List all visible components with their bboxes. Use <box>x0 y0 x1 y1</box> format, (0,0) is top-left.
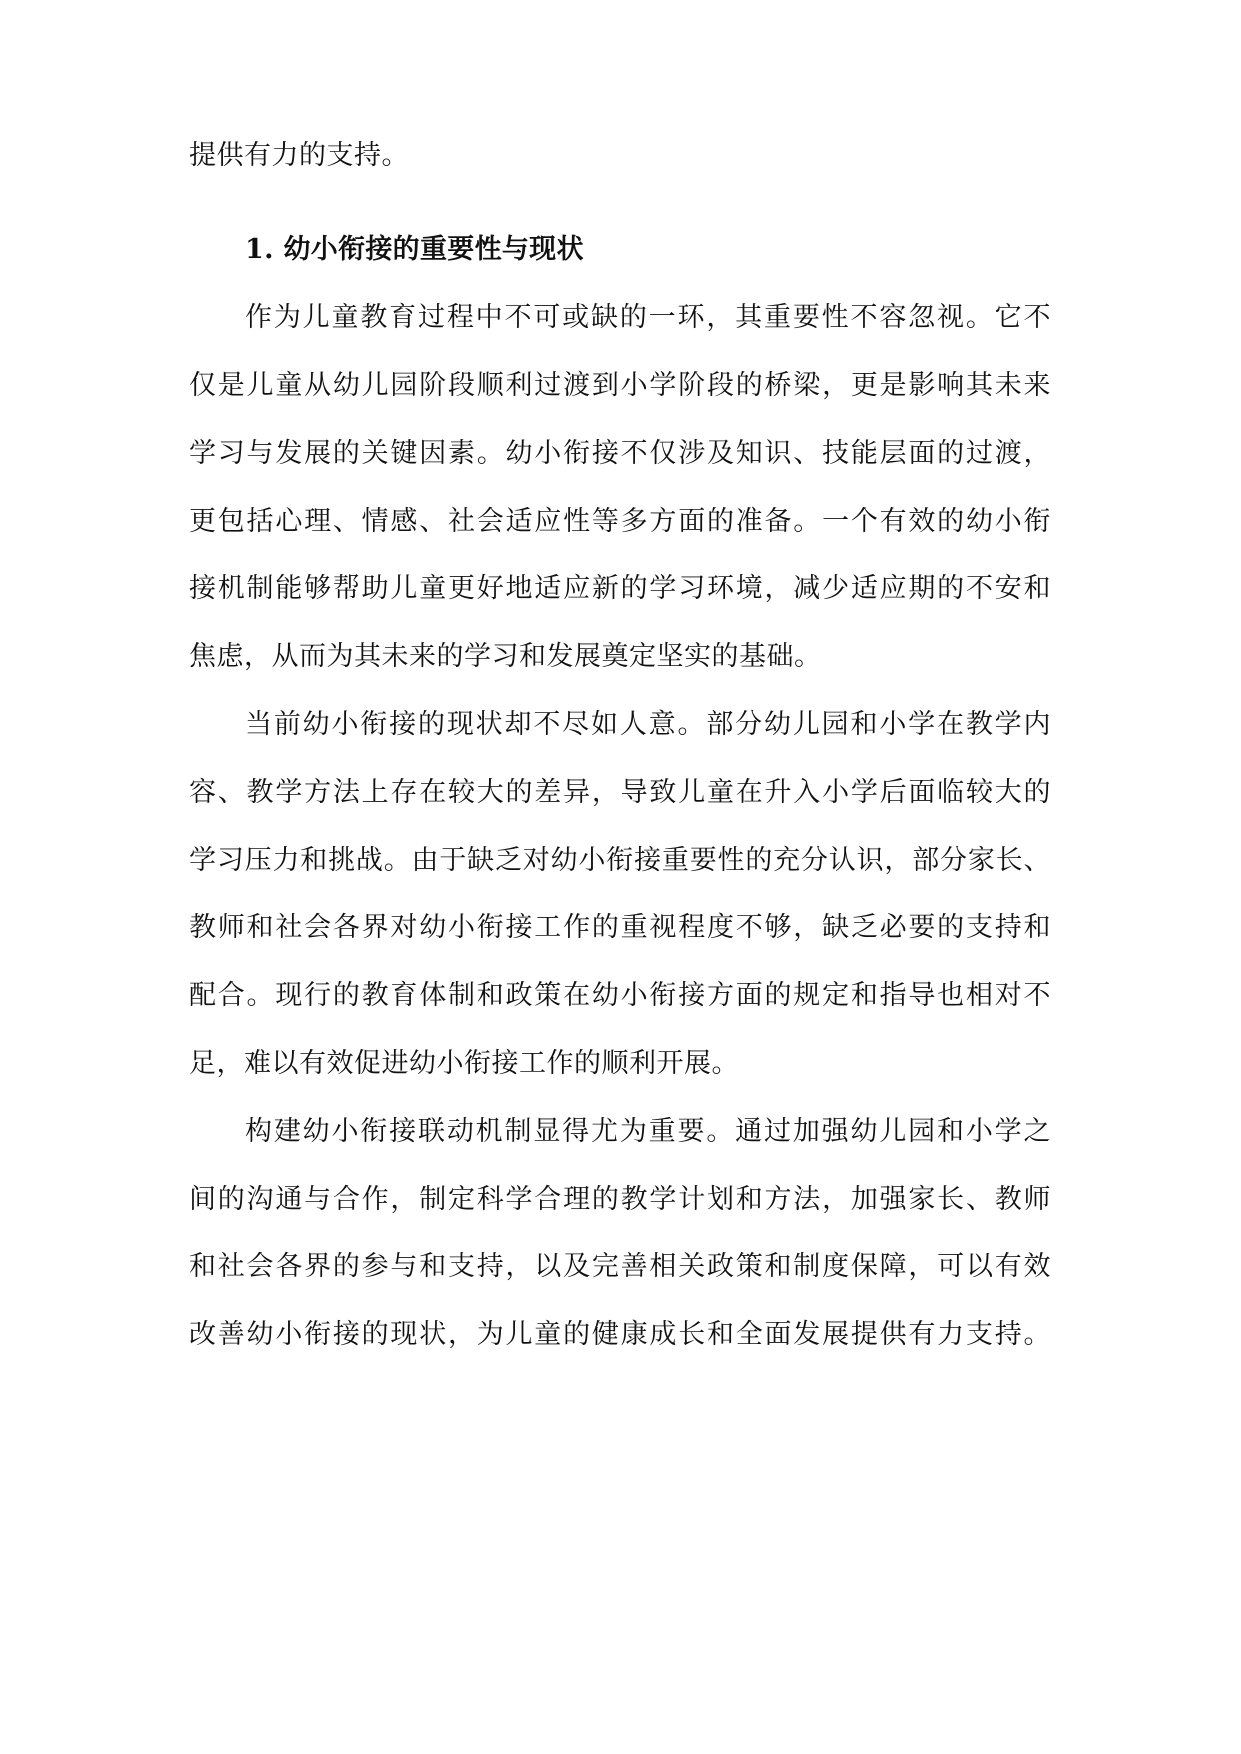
intro-line: 提供有力的支持。 <box>189 140 409 171</box>
paragraph-line: 足，难以有效促进幼小衔接工作的顺利开展。 <box>189 1048 739 1079</box>
paragraph-line: 间的沟通与合作，制定科学合理的教学计划和方法，加强家长、教师 <box>189 1184 1051 1215</box>
paragraph-line: 配合。现行的教育体制和政策在幼小衔接方面的规定和指导也相对不 <box>189 980 1051 1011</box>
paragraph-line: 焦虑，从而为其未来的学习和发展奠定坚实的基础。 <box>189 641 822 672</box>
paragraph-line: 当前幼小衔接的现状却不尽如人意。部分幼儿园和小学在教学内 <box>245 709 1051 740</box>
paragraph-line: 和社会各界的参与和支持，以及完善相关政策和制度保障，可以有效 <box>189 1251 1051 1282</box>
section-heading: 1. 幼小衔接的重要性与现状 <box>245 234 584 265</box>
paragraph-line: 仅是儿童从幼儿园阶段顺利过渡到小学阶段的桥梁，更是影响其未来 <box>189 370 1051 401</box>
paragraph-line: 更包括心理、情感、社会适应性等多方面的准备。一个有效的幼小衔 <box>189 506 1051 537</box>
paragraph-line: 接机制能够帮助儿童更好地适应新的学习环境，减少适应期的不安和 <box>189 573 1051 604</box>
paragraph-line: 作为儿童教育过程中不可或缺的一环，其重要性不容忽视。它不 <box>245 302 1051 333</box>
paragraph-line: 学习与发展的关键因素。幼小衔接不仅涉及知识、技能层面的过渡， <box>189 438 1051 469</box>
paragraph-line: 学习压力和挑战。由于缺乏对幼小衔接重要性的充分认识，部分家长、 <box>189 845 1051 876</box>
paragraph-line: 容、教学方法上存在较大的差异，导致儿童在升入小学后面临较大的 <box>189 777 1051 808</box>
paragraph-line: 构建幼小衔接联动机制显得尤为重要。通过加强幼儿园和小学之 <box>245 1116 1051 1147</box>
paragraph-line: 教师和社会各界对幼小衔接工作的重视程度不够，缺乏必要的支持和 <box>189 912 1051 943</box>
paragraph-line: 改善幼小衔接的现状，为儿童的健康成长和全面发展提供有力支持。 <box>189 1319 1051 1350</box>
